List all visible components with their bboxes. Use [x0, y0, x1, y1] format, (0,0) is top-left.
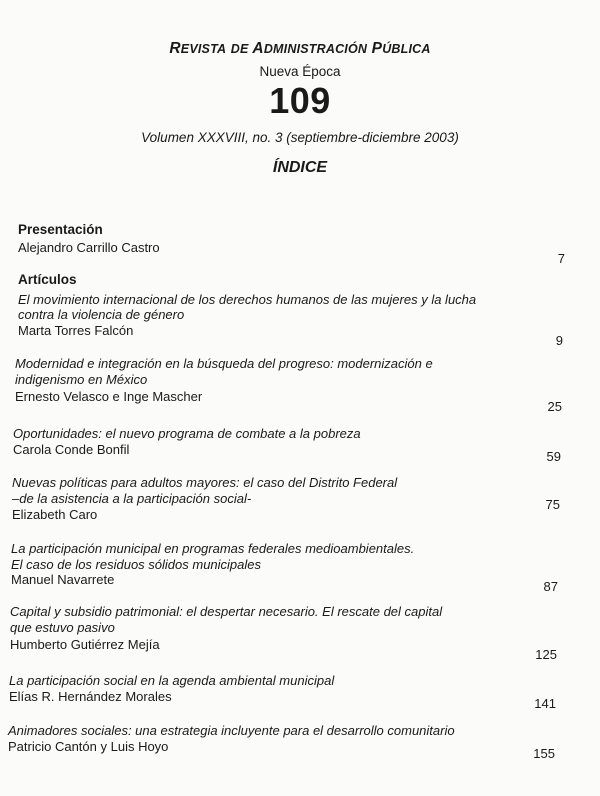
article-author: Manuel Navarrete [11, 572, 115, 587]
article-page: 87 [543, 579, 558, 594]
presentation-heading: Presentación [18, 222, 103, 237]
article-page: 155 [533, 746, 555, 761]
volume-info: Volumen XXXVIII, no. 3 (septiembre-diciembre 2003) [141, 130, 459, 145]
article-title-line: La participación municipal en programas federales medioambientales. [11, 541, 415, 556]
article-author: Carola Conde Bonfil [13, 442, 130, 457]
article-author: Ernesto Velasco e Inge Mascher [15, 389, 203, 404]
article-title-line: que estuvo pasivo [10, 620, 115, 635]
article-title-line: La participación social en la agenda ambiental municipal [9, 673, 335, 688]
article-page: 25 [547, 399, 562, 414]
article-title-line: Oportunidades: el nuevo programa de combate a la pobreza [13, 426, 361, 441]
article-page: 9 [555, 333, 563, 348]
article-title-line: Modernidad e integración en la búsqueda del progreso: modernización e [15, 356, 433, 371]
article-page: 59 [546, 449, 561, 464]
article-author: Elizabeth Caro [12, 507, 98, 522]
article-title-line: El movimiento internacional de los derechos humanos de las mujeres y la lucha [18, 292, 477, 307]
presentation-author: Alejandro Carrillo Castro [18, 240, 160, 255]
article-title-line: El caso de los residuos sólidos municipales [11, 557, 262, 572]
article-title-line: –de la asistencia a la participación social- [12, 491, 252, 506]
article-title-line: Capital y subsidio patrimonial: el despertar necesario. El rescate del capital [10, 604, 443, 619]
article-page: 75 [545, 497, 560, 512]
article-page: 125 [535, 647, 557, 662]
article-author: Humberto Gutiérrez Mejía [10, 637, 160, 652]
article-author: Marta Torres Falcón [18, 323, 134, 338]
article-author: Elías R. Hernández Morales [9, 689, 172, 704]
article-title-line: indigenismo en México [15, 372, 148, 387]
epoch-label: Nueva Época [259, 64, 341, 79]
articles-heading: Artículos [18, 272, 77, 287]
journal-title: REVISTA DE ADMINISTRACIÓN PÚBLICA [169, 40, 431, 57]
article-page: 141 [534, 696, 556, 711]
issue-number: 109 [269, 80, 331, 121]
presentation-page: 7 [557, 251, 565, 266]
article-title-line: Nuevas políticas para adultos mayores: el caso del Distrito Federal [12, 475, 398, 490]
article-title-line: contra la violencia de género [18, 307, 185, 322]
article-author: Patricio Cantón y Luis Hoyo [8, 739, 169, 754]
index-title: ÍNDICE [272, 159, 328, 176]
article-title-line: Animadores sociales: una estrategia incluyente para el desarrollo comunitario [8, 723, 455, 738]
